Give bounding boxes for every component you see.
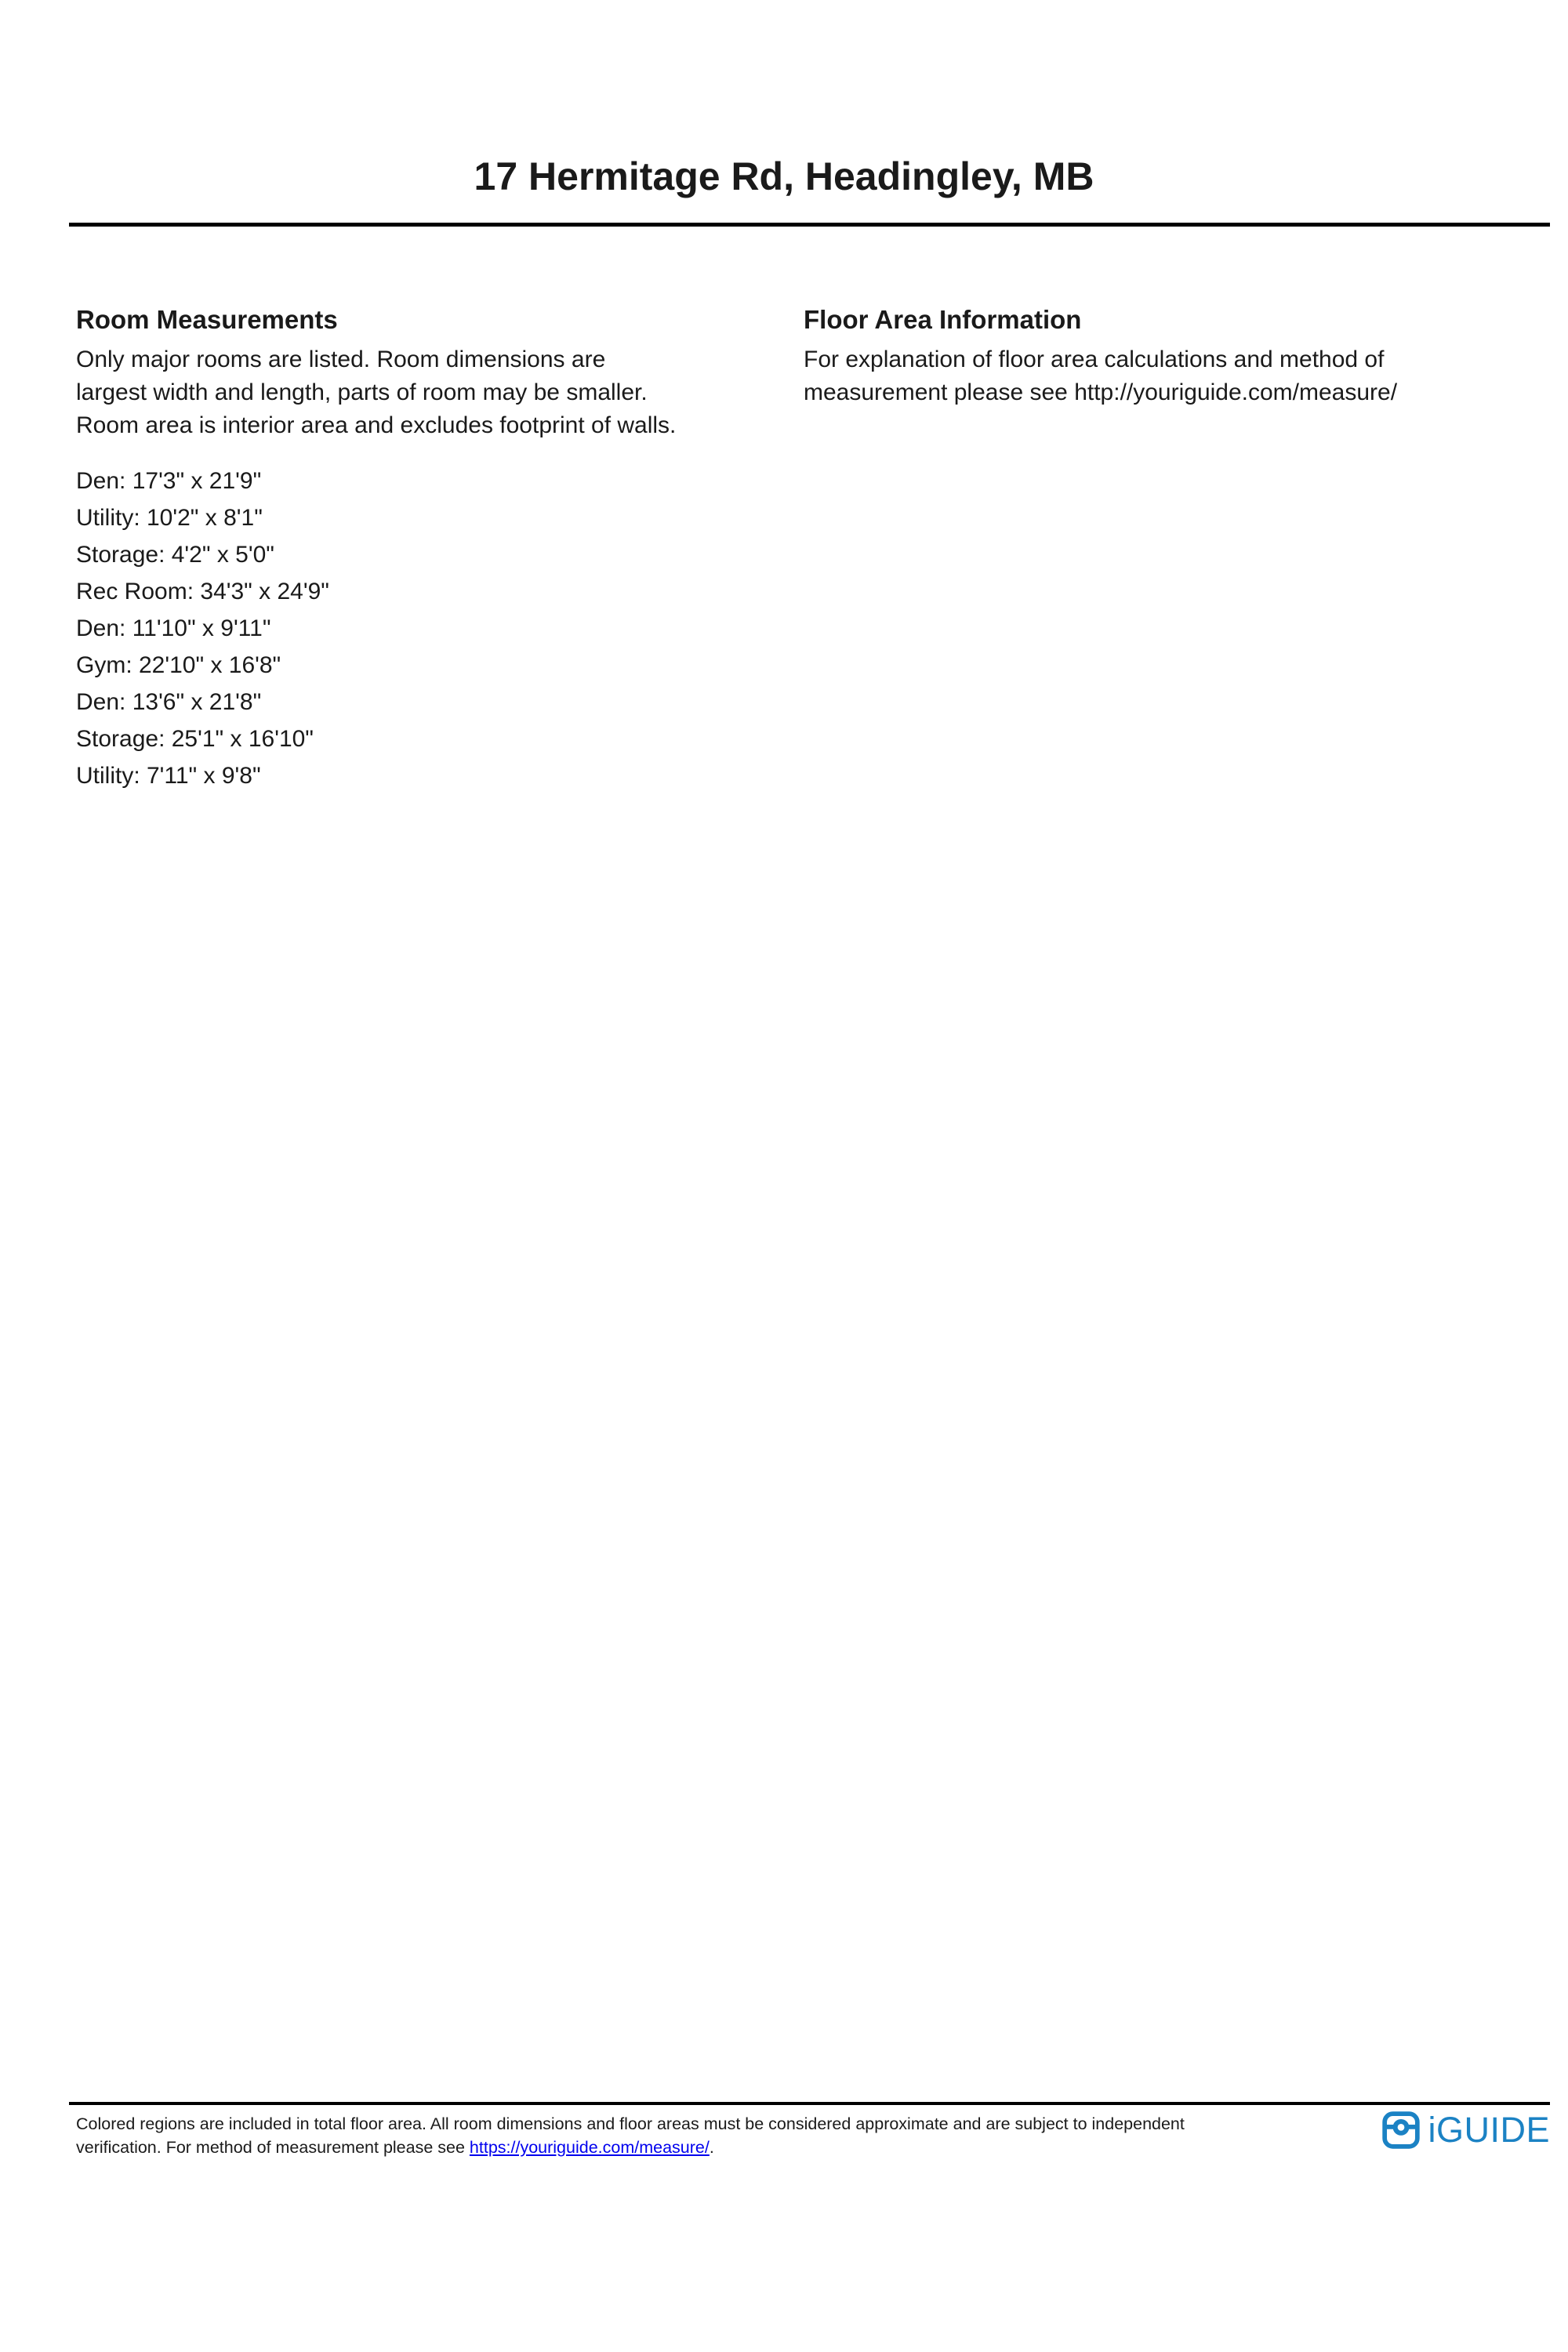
description-line: Room area is interior area and excludes footprint of walls. <box>76 412 677 438</box>
floor-area-heading: Floor Area Information <box>804 305 1082 334</box>
measure-link[interactable]: https://youriguide.com/measure/ <box>469 2138 710 2157</box>
floor-area-description <box>804 343 1509 409</box>
footer-disclaimer-line1: Colored regions are included in total floor area. All room dimensions and floor areas must be considered approximate and are subject to independent <box>76 2114 1185 2133</box>
room-list-item: Den: 17'3" x 21'9" <box>76 468 262 494</box>
description-line: measurement please see http://youriguide.com/measure/ <box>804 379 1398 405</box>
iguide-logo-text: iGUIDE <box>1428 2110 1550 2150</box>
iguide-camera-icon <box>1381 2111 1421 2150</box>
floor-area-section <box>804 304 1509 409</box>
room-measurements-description <box>76 343 750 442</box>
room-list-item: Storage: 4'2" x 5'0" <box>76 542 274 568</box>
page-title: 17 Hermitage Rd, Headingley, MB <box>474 154 1094 198</box>
footer-disclaimer-line2 <box>76 2136 1299 2159</box>
room-list-item: Den: 11'10" x 9'11" <box>76 615 271 641</box>
description-line: Only major rooms are listed. Room dimensions are <box>76 347 606 372</box>
footer-disclaimer <box>76 2112 1299 2159</box>
footer-line2-prefix: verification. For method of measurement please see <box>76 2138 470 2157</box>
room-measurements-heading: Room Measurements <box>76 305 338 334</box>
room-list <box>76 463 750 794</box>
description-line: For explanation of floor area calculations and method of <box>804 347 1385 372</box>
room-list-item: Rec Room: 34'3" x 24'9" <box>76 579 329 604</box>
room-list-item: Gym: 22'10" x 16'8" <box>76 652 281 678</box>
footer-line2-suffix: . <box>709 2138 714 2157</box>
room-measurements-section <box>76 304 750 794</box>
footer-divider <box>69 2102 1550 2105</box>
room-list-item: Utility: 7'11" x 9'8" <box>76 763 261 789</box>
description-line: largest width and length, parts of room may be smaller. <box>76 379 648 405</box>
room-list-item: Den: 13'6" x 21'8" <box>76 689 262 715</box>
iguide-logo <box>1381 2111 1550 2150</box>
room-list-item: Utility: 10'2" x 8'1" <box>76 505 263 531</box>
header-divider <box>69 223 1550 227</box>
room-list-item: Storage: 25'1" x 16'10" <box>76 726 314 752</box>
